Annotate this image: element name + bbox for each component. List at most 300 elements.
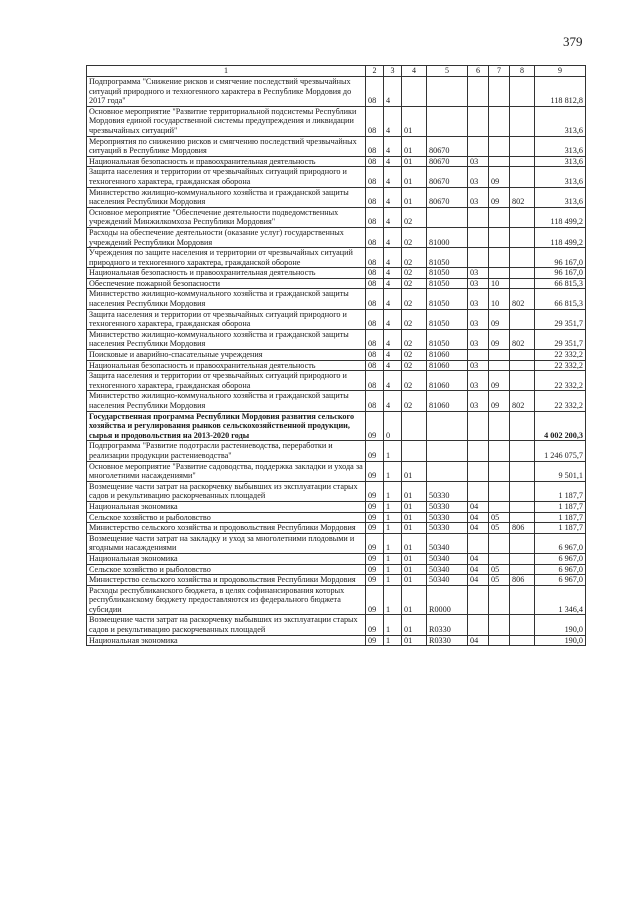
code-cell-2: 08 — [366, 309, 384, 329]
row-name-cell: Министерство жилищно-коммунального хозяйства и гражданской защиты населения Республики Мордовия — [87, 289, 366, 309]
row-name-cell: Министерство жилищно-коммунального хозяйства и гражданской защиты населения Республики Мордовия — [87, 187, 366, 207]
code-cell-4: 01 — [402, 553, 427, 564]
sum-cell: 1 246 075,7 — [535, 441, 586, 461]
sum-cell: 29 351,7 — [535, 329, 586, 349]
code-cell-2: 08 — [366, 227, 384, 247]
sum-cell: 190,0 — [535, 635, 586, 646]
code-cell-8: 802 — [510, 187, 535, 207]
row-name-cell: Подпрограмма "Развитие подотрасли растениеводства, переработки и реализации продукции растениеводства" — [87, 441, 366, 461]
code-cell-3: 4 — [384, 268, 402, 279]
code-cell-7: 09 — [489, 167, 510, 187]
code-cell-8 — [510, 360, 535, 371]
sum-cell: 313,6 — [535, 187, 586, 207]
code-cell-2: 08 — [366, 106, 384, 136]
row-name-cell: Национальная экономика — [87, 635, 366, 646]
code-cell-8 — [510, 512, 535, 523]
code-cell-2: 08 — [366, 156, 384, 167]
code-cell-7 — [489, 156, 510, 167]
table-row — [87, 207, 586, 227]
code-cell-5: 50330 — [427, 512, 468, 523]
code-cell-6: 03 — [468, 167, 489, 187]
code-cell-7 — [489, 635, 510, 646]
code-cell-6 — [468, 461, 489, 481]
sum-cell: 6 967,0 — [535, 564, 586, 575]
code-cell-6 — [468, 106, 489, 136]
column-header: 3 — [384, 66, 402, 77]
code-cell-6 — [468, 411, 489, 441]
code-cell-4 — [402, 411, 427, 441]
code-cell-8 — [510, 411, 535, 441]
code-cell-2: 08 — [366, 391, 384, 411]
code-cell-3: 1 — [384, 564, 402, 575]
code-cell-4: 02 — [402, 248, 427, 268]
code-cell-5: 80670 — [427, 187, 468, 207]
code-cell-5 — [427, 106, 468, 136]
table-row — [87, 329, 586, 349]
table-row — [87, 77, 586, 107]
sum-cell: 22 332,2 — [535, 371, 586, 391]
code-cell-4: 01 — [402, 512, 427, 523]
code-cell-8 — [510, 533, 535, 553]
code-cell-5: 50330 — [427, 501, 468, 512]
code-cell-4 — [402, 441, 427, 461]
code-cell-7 — [489, 207, 510, 227]
budget-table — [86, 65, 586, 646]
code-cell-7: 09 — [489, 309, 510, 329]
table-row — [87, 289, 586, 309]
code-cell-6 — [468, 615, 489, 635]
table-row — [87, 360, 586, 371]
sum-cell: 66 815,3 — [535, 289, 586, 309]
code-cell-4: 01 — [402, 481, 427, 501]
code-cell-3: 4 — [384, 227, 402, 247]
table-row — [87, 227, 586, 247]
code-cell-4: 01 — [402, 533, 427, 553]
code-cell-5 — [427, 207, 468, 227]
table-row — [87, 441, 586, 461]
code-cell-8 — [510, 227, 535, 247]
code-cell-7: 09 — [489, 329, 510, 349]
code-cell-7: 10 — [489, 278, 510, 289]
code-cell-5: R0000 — [427, 585, 468, 615]
sum-cell: 118 499,2 — [535, 207, 586, 227]
table-row — [87, 268, 586, 279]
code-cell-6 — [468, 585, 489, 615]
code-cell-2: 09 — [366, 575, 384, 586]
code-cell-8: 802 — [510, 391, 535, 411]
sum-cell: 22 332,2 — [535, 391, 586, 411]
code-cell-4: 02 — [402, 350, 427, 361]
code-cell-3: 0 — [384, 411, 402, 441]
row-name-cell: Министерство сельского хозяйства и продовольствия Республики Мордовия — [87, 523, 366, 534]
code-cell-8 — [510, 106, 535, 136]
code-cell-6 — [468, 481, 489, 501]
code-cell-5: 80670 — [427, 167, 468, 187]
sum-cell: 118 812,8 — [535, 77, 586, 107]
page-number: 379 — [563, 34, 583, 49]
table-row — [87, 615, 586, 635]
row-name-cell: Учреждения по защите населения и территории от чрезвычайных ситуаций природного и техногенного характера, гражданской обороне — [87, 248, 366, 268]
table-row — [87, 350, 586, 361]
code-cell-5 — [427, 411, 468, 441]
code-cell-6 — [468, 77, 489, 107]
code-cell-8: 806 — [510, 575, 535, 586]
code-cell-5: R0330 — [427, 615, 468, 635]
code-cell-3: 4 — [384, 106, 402, 136]
code-cell-8 — [510, 167, 535, 187]
code-cell-4: 02 — [402, 268, 427, 279]
code-cell-3: 1 — [384, 585, 402, 615]
code-cell-4: 01 — [402, 501, 427, 512]
code-cell-8 — [510, 207, 535, 227]
code-cell-3: 1 — [384, 441, 402, 461]
code-cell-2: 08 — [366, 207, 384, 227]
code-cell-6: 04 — [468, 635, 489, 646]
code-cell-8 — [510, 278, 535, 289]
code-cell-2: 09 — [366, 441, 384, 461]
code-cell-5: 81050 — [427, 278, 468, 289]
row-name-cell: Основное мероприятие "Развитие территориальной подсистемы Республики Мордовия единой государственной системы предупреждения и ликвидации чрезвычайных ситуаций" — [87, 106, 366, 136]
table-row — [87, 575, 586, 586]
sum-cell: 96 167,0 — [535, 248, 586, 268]
table-row — [87, 371, 586, 391]
code-cell-7 — [489, 350, 510, 361]
table-row — [87, 481, 586, 501]
code-cell-5: 81050 — [427, 289, 468, 309]
row-name-cell: Возмещение части затрат на раскорчевку выбывших из эксплуатации старых садов и рекультивацию раскорчеванных площадей — [87, 481, 366, 501]
row-name-cell: Мероприятия по снижению рисков и смягчению последствий чрезвычайных ситуаций в Республике Мордовия — [87, 136, 366, 156]
code-cell-3: 4 — [384, 77, 402, 107]
sum-cell: 29 351,7 — [535, 309, 586, 329]
code-cell-6: 03 — [468, 278, 489, 289]
table-row — [87, 156, 586, 167]
code-cell-6: 04 — [468, 523, 489, 534]
table-row — [87, 391, 586, 411]
code-cell-4 — [402, 77, 427, 107]
code-cell-6: 03 — [468, 268, 489, 279]
code-cell-3: 4 — [384, 391, 402, 411]
table-row — [87, 167, 586, 187]
code-cell-3: 4 — [384, 207, 402, 227]
code-cell-4: 02 — [402, 371, 427, 391]
code-cell-8 — [510, 635, 535, 646]
table-header-row — [87, 66, 586, 77]
column-header: 6 — [468, 66, 489, 77]
code-cell-6: 03 — [468, 360, 489, 371]
code-cell-8 — [510, 481, 535, 501]
sum-cell: 9 501,1 — [535, 461, 586, 481]
code-cell-5: 81060 — [427, 391, 468, 411]
sum-cell: 313,6 — [535, 167, 586, 187]
code-cell-7 — [489, 268, 510, 279]
code-cell-6: 04 — [468, 501, 489, 512]
code-cell-7: 05 — [489, 523, 510, 534]
code-cell-3: 4 — [384, 350, 402, 361]
sum-cell: 313,6 — [535, 156, 586, 167]
row-name-cell: Национальная безопасность и правоохранительная деятельность — [87, 156, 366, 167]
row-name-cell: Министерство сельского хозяйства и продовольствия Республики Мордовия — [87, 575, 366, 586]
code-cell-7 — [489, 501, 510, 512]
code-cell-8 — [510, 441, 535, 461]
code-cell-3: 1 — [384, 461, 402, 481]
code-cell-5: 50330 — [427, 523, 468, 534]
code-cell-6: 03 — [468, 309, 489, 329]
code-cell-4: 01 — [402, 585, 427, 615]
row-name-cell: Защита населения и территории от чрезвычайных ситуаций природного и техногенного характера, гражданская оборона — [87, 309, 366, 329]
code-cell-2: 08 — [366, 187, 384, 207]
column-header: 7 — [489, 66, 510, 77]
code-cell-8 — [510, 309, 535, 329]
code-cell-5: 81050 — [427, 329, 468, 349]
code-cell-3: 1 — [384, 575, 402, 586]
row-name-cell: Министерство жилищно-коммунального хозяйства и гражданской защиты населения Республики Мордовия — [87, 329, 366, 349]
code-cell-2: 09 — [366, 461, 384, 481]
code-cell-7: 10 — [489, 289, 510, 309]
table-row — [87, 585, 586, 615]
code-cell-8 — [510, 77, 535, 107]
table-row — [87, 533, 586, 553]
row-name-cell: Государственная программа Республики Мордовия развития сельского хозяйства и регулирования рынков сельскохозяйственной продукции, сырья и продовольствия на 2013-2020 годы — [87, 411, 366, 441]
table-row — [87, 564, 586, 575]
table-row — [87, 411, 586, 441]
code-cell-7 — [489, 106, 510, 136]
code-cell-2: 09 — [366, 553, 384, 564]
table-row — [87, 501, 586, 512]
code-cell-2: 08 — [366, 289, 384, 309]
code-cell-7 — [489, 441, 510, 461]
sum-cell: 190,0 — [535, 615, 586, 635]
sum-cell: 96 167,0 — [535, 268, 586, 279]
code-cell-4: 01 — [402, 187, 427, 207]
code-cell-8 — [510, 136, 535, 156]
code-cell-3: 1 — [384, 512, 402, 523]
code-cell-2: 09 — [366, 481, 384, 501]
code-cell-7 — [489, 227, 510, 247]
row-name-cell: Основное мероприятие "Обеспечение деятельности подведомственных учреждений Минжилкомхоза Республики Мордовия" — [87, 207, 366, 227]
code-cell-6 — [468, 227, 489, 247]
code-cell-5 — [427, 461, 468, 481]
table-row — [87, 635, 586, 646]
code-cell-5: 81050 — [427, 309, 468, 329]
code-cell-4: 02 — [402, 207, 427, 227]
code-cell-3: 4 — [384, 289, 402, 309]
code-cell-3: 4 — [384, 309, 402, 329]
column-header: 9 — [535, 66, 586, 77]
table-row — [87, 553, 586, 564]
code-cell-2: 09 — [366, 411, 384, 441]
code-cell-5: 81060 — [427, 360, 468, 371]
code-cell-2: 08 — [366, 329, 384, 349]
code-cell-7 — [489, 136, 510, 156]
code-cell-8 — [510, 156, 535, 167]
code-cell-7 — [489, 585, 510, 615]
code-cell-3: 1 — [384, 501, 402, 512]
row-name-cell: Защита населения и территории от чрезвычайных ситуаций природного и техногенного характера, гражданская оборона — [87, 167, 366, 187]
code-cell-4: 02 — [402, 289, 427, 309]
sum-cell: 6 967,0 — [535, 575, 586, 586]
row-name-cell: Расходы на обеспечение деятельности (оказание услуг) государственных учреждений Республики Мордовия — [87, 227, 366, 247]
code-cell-7 — [489, 553, 510, 564]
code-cell-5: 50340 — [427, 564, 468, 575]
code-cell-7 — [489, 533, 510, 553]
code-cell-2: 08 — [366, 350, 384, 361]
row-name-cell: Расходы республиканского бюджета, в целях софинансирования которых республиканскому бюджету предоставляются из федерального бюджета субсидии — [87, 585, 366, 615]
code-cell-2: 08 — [366, 371, 384, 391]
code-cell-8: 802 — [510, 329, 535, 349]
code-cell-8 — [510, 268, 535, 279]
code-cell-7: 05 — [489, 512, 510, 523]
code-cell-3: 4 — [384, 329, 402, 349]
code-cell-6: 03 — [468, 329, 489, 349]
table-row — [87, 309, 586, 329]
code-cell-5: 80670 — [427, 156, 468, 167]
code-cell-6: 04 — [468, 553, 489, 564]
code-cell-4: 02 — [402, 391, 427, 411]
code-cell-6: 04 — [468, 564, 489, 575]
code-cell-8: 802 — [510, 289, 535, 309]
code-cell-5: 81060 — [427, 350, 468, 361]
code-cell-4: 01 — [402, 461, 427, 481]
code-cell-3: 4 — [384, 187, 402, 207]
code-cell-2: 08 — [366, 268, 384, 279]
code-cell-3: 1 — [384, 615, 402, 635]
code-cell-5: 80670 — [427, 136, 468, 156]
code-cell-8 — [510, 585, 535, 615]
sum-cell: 22 332,2 — [535, 360, 586, 371]
code-cell-5: 50330 — [427, 481, 468, 501]
code-cell-4: 02 — [402, 309, 427, 329]
sum-cell: 1 346,4 — [535, 585, 586, 615]
row-name-cell: Национальная экономика — [87, 501, 366, 512]
code-cell-7 — [489, 481, 510, 501]
table-row — [87, 461, 586, 481]
column-header: 5 — [427, 66, 468, 77]
row-name-cell: Возмещение части затрат на закладку и уход за многолетними плодовыми и ягодными насаждениями — [87, 533, 366, 553]
code-cell-3: 1 — [384, 553, 402, 564]
code-cell-7 — [489, 77, 510, 107]
code-cell-8 — [510, 615, 535, 635]
code-cell-2: 09 — [366, 585, 384, 615]
code-cell-4: 01 — [402, 564, 427, 575]
sum-cell: 118 499,2 — [535, 227, 586, 247]
row-name-cell: Обеспечение пожарной безопасности — [87, 278, 366, 289]
code-cell-7: 09 — [489, 371, 510, 391]
code-cell-3: 1 — [384, 523, 402, 534]
code-cell-7 — [489, 248, 510, 268]
code-cell-2: 08 — [366, 167, 384, 187]
code-cell-2: 09 — [366, 523, 384, 534]
code-cell-5: 50340 — [427, 533, 468, 553]
code-cell-6 — [468, 248, 489, 268]
code-cell-4: 02 — [402, 329, 427, 349]
row-name-cell: Сельское хозяйство и рыболовство — [87, 564, 366, 575]
row-name-cell: Министерство жилищно-коммунального хозяйства и гражданской защиты населения Республики Мордовия — [87, 391, 366, 411]
code-cell-8 — [510, 371, 535, 391]
code-cell-3: 4 — [384, 156, 402, 167]
code-cell-6: 04 — [468, 512, 489, 523]
column-header: 2 — [366, 66, 384, 77]
code-cell-6 — [468, 207, 489, 227]
code-cell-3: 4 — [384, 167, 402, 187]
code-cell-7: 09 — [489, 391, 510, 411]
code-cell-2: 09 — [366, 501, 384, 512]
code-cell-4: 01 — [402, 635, 427, 646]
code-cell-2: 09 — [366, 564, 384, 575]
code-cell-4: 01 — [402, 523, 427, 534]
code-cell-6: 04 — [468, 575, 489, 586]
code-cell-2: 08 — [366, 248, 384, 268]
sum-cell: 1 187,7 — [535, 501, 586, 512]
column-header: 4 — [402, 66, 427, 77]
code-cell-2: 09 — [366, 615, 384, 635]
code-cell-8: 806 — [510, 523, 535, 534]
code-cell-6: 03 — [468, 289, 489, 309]
code-cell-5: 81060 — [427, 371, 468, 391]
code-cell-4: 01 — [402, 106, 427, 136]
sum-cell: 1 187,7 — [535, 523, 586, 534]
code-cell-5: 50340 — [427, 575, 468, 586]
code-cell-5 — [427, 441, 468, 461]
code-cell-7 — [489, 360, 510, 371]
code-cell-2: 08 — [366, 278, 384, 289]
code-cell-7 — [489, 615, 510, 635]
row-name-cell: Национальная безопасность и правоохранительная деятельность — [87, 360, 366, 371]
sum-cell: 1 187,7 — [535, 481, 586, 501]
code-cell-4: 02 — [402, 278, 427, 289]
code-cell-2: 09 — [366, 512, 384, 523]
code-cell-6: 03 — [468, 391, 489, 411]
code-cell-8 — [510, 461, 535, 481]
code-cell-2: 08 — [366, 360, 384, 371]
code-cell-6 — [468, 136, 489, 156]
table-row — [87, 278, 586, 289]
table-row — [87, 106, 586, 136]
sum-cell: 1 187,7 — [535, 512, 586, 523]
column-header: 1 — [87, 66, 366, 77]
code-cell-6 — [468, 350, 489, 361]
code-cell-7 — [489, 461, 510, 481]
code-cell-5: 50340 — [427, 553, 468, 564]
row-name-cell: Подпрограмма "Снижение рисков и смягчение последствий чрезвычайных ситуаций природного и техногенного характера в Республике Мордовия до 2017 года" — [87, 77, 366, 107]
row-name-cell: Защита населения и территории от чрезвычайных ситуаций природного и техногенного характера, гражданская оборона — [87, 371, 366, 391]
row-name-cell: Национальная экономика — [87, 553, 366, 564]
row-name-cell: Национальная безопасность и правоохранительная деятельность — [87, 268, 366, 279]
code-cell-3: 4 — [384, 136, 402, 156]
code-cell-4: 01 — [402, 167, 427, 187]
table-row — [87, 523, 586, 534]
row-name-cell: Поисковые и аварийно-спасательные учреждения — [87, 350, 366, 361]
code-cell-4: 01 — [402, 136, 427, 156]
code-cell-8 — [510, 553, 535, 564]
sum-cell: 4 002 200,3 — [535, 411, 586, 441]
code-cell-6 — [468, 533, 489, 553]
code-cell-7: 05 — [489, 575, 510, 586]
code-cell-6: 03 — [468, 187, 489, 207]
code-cell-5: 81050 — [427, 248, 468, 268]
table-row — [87, 136, 586, 156]
code-cell-6 — [468, 441, 489, 461]
code-cell-4: 02 — [402, 360, 427, 371]
code-cell-2: 08 — [366, 136, 384, 156]
code-cell-8 — [510, 501, 535, 512]
code-cell-4: 02 — [402, 227, 427, 247]
code-cell-3: 1 — [384, 533, 402, 553]
sum-cell: 22 332,2 — [535, 350, 586, 361]
code-cell-4: 01 — [402, 615, 427, 635]
column-header: 8 — [510, 66, 535, 77]
code-cell-7: 09 — [489, 187, 510, 207]
code-cell-7 — [489, 411, 510, 441]
